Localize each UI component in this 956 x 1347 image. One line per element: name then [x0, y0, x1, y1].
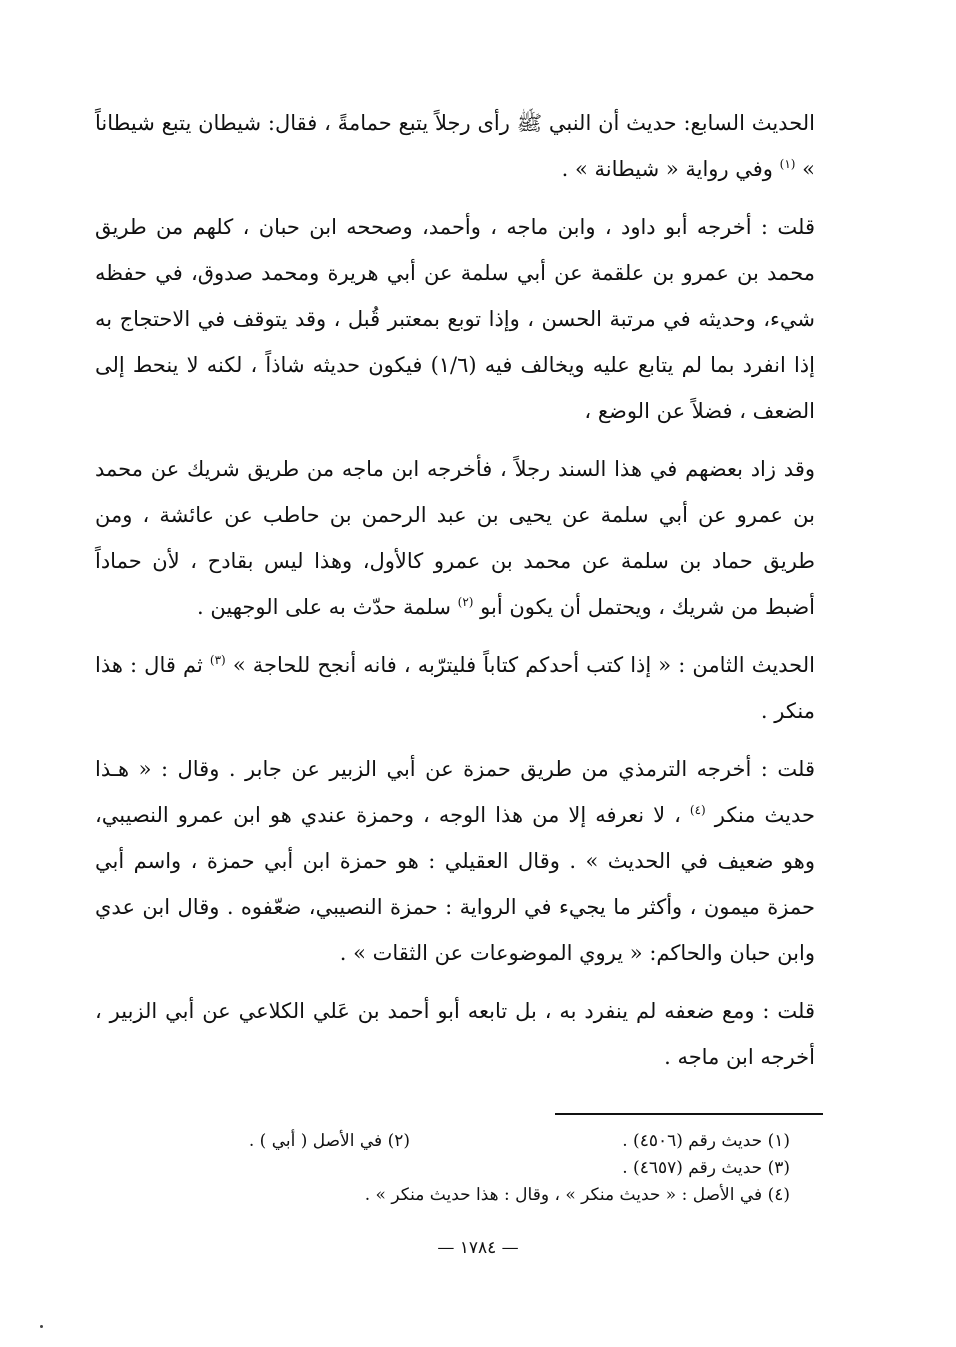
paragraph-text: قلت : أخرجه أبو داود ، وابن ماجه ، وأحمد، وصححه ابن حبان ، كلهم من طريق محمد بن عمرو بن علقمة عن أبي سلمة عن أبي هريرة ومحمد صدوق، في حفظه شيء، وحديثه في مرتبة الحسن ، وإذا توبع بمعتبر قُبل ، وقد يتوقف في الاحتجاج به إذا انفرد بما لم يتابع عليه ويخالف فيه (١/٦) فيكون حديثه شاذاً ، لكنه لا ينحط إلى الضعف ، فضلاً عن الوضع ،: [95, 215, 815, 423]
paragraph-hadith-eight: [95, 642, 815, 734]
footnote-ref-1: (١): [779, 157, 796, 171]
paragraph-commentary-4: [95, 988, 815, 1080]
footnotes: [180, 1128, 790, 1209]
paragraph-commentary-1: [95, 204, 815, 434]
paragraph-text: الحديث الثامن : « إذا كتب أحدكم كتاباً فليترّبه ، فانه أنجح للحاجة »: [232, 653, 815, 677]
paragraph-text: ، لا نعرفه إلا من هذا الوجه ، وحمزة عندي هو ابن عمرو النصيبي، وهو ضعيف في الحديث » . وقال العقيلي : هو حمزة ابن أبي حمزة ، واسم أبي حمزة ميمون ، وأكثر ما يجيء في الرواية : حمزة النصيبي، ضعّفوه . وقال ابن عدي وابن حبان والحاكم: « يروي الموضوعات عن الثقات » .: [95, 803, 815, 965]
paragraph-text: وقد زاد بعضهم في هذا السند رجلاً ، فأخرجه ابن ماجه من طريق شريك عن محمد بن عمرو عن أبي سلمة عن يحيى بن عبد الرحمن بن حاطب عن عائشة ، ومن طريق حماد بن سلمة عن محمد بن عمرو كالأول، وهذا ليس بقادح ، لأن حماداً أضبط من شريك ، ويحتمل أن يكون أبو: [95, 457, 815, 619]
scan-speck: [40, 1325, 43, 1328]
footnote-divider: [555, 1113, 823, 1115]
body-text: [95, 100, 815, 1092]
footnote-row: [180, 1128, 790, 1155]
paragraph-text: الحديث السابع: حديث أن النبي ﷺ رأى رجلاً يتبع حمامةً ، فقال: شيطان يتبع شيطاناً »: [95, 111, 815, 181]
paragraph-hadith-seven: [95, 100, 815, 192]
paragraph-text: ثم قال : هذا منكر .: [95, 653, 815, 723]
footnote-2: (٢) في الأصل ( أبي ) .: [248, 1131, 410, 1151]
footnote-1: (١) حديث رقم (٤٥٠٦) .: [622, 1131, 790, 1151]
footnote-ref-4: (٤): [689, 803, 706, 817]
paragraph-commentary-2: [95, 446, 815, 630]
footnote-ref-3: (٣): [209, 653, 226, 667]
paragraph-text: وفي رواية « شيطانة » .: [561, 157, 773, 181]
page-number: — ١٧٨٤ —: [437, 1238, 519, 1258]
paragraph-text: قلت : ومع ضعفه لم ينفرد به ، بل تابعه أبو أحمد بن عَلي الكلاعي عن أبي الزبير ، أخرجه ابن ماجه .: [95, 999, 815, 1069]
footnote-row: [180, 1182, 790, 1209]
footnote-ref-2: (٢): [457, 595, 474, 609]
footnote-row: [180, 1155, 790, 1182]
paragraph-commentary-3: [95, 746, 815, 976]
footnote-4: (٤) في الأصل : « حديث منكر » ، وقال : هذا حديث منكر » .: [364, 1185, 790, 1205]
footnote-3: (٣) حديث رقم (٤٦٥٧) .: [622, 1158, 790, 1178]
paragraph-text: سلمة حدّث به على الوجهين .: [197, 595, 451, 619]
paragraph-text: قلت : أخرجه الترمذي من طريق حمزة عن أبي الزبير عن جابر . وقال : « هـذا حديث منكر: [95, 757, 815, 827]
